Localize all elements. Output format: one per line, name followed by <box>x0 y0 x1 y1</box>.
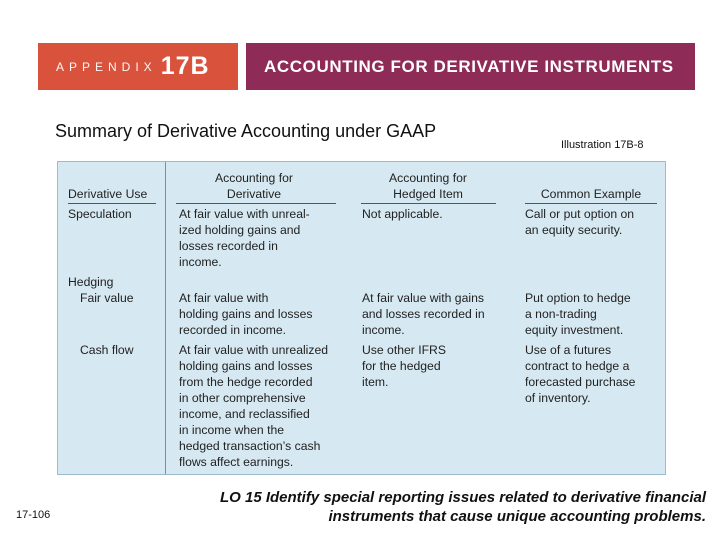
page-number: 17-106 <box>16 509 51 521</box>
header-underline <box>176 203 336 204</box>
header-underline <box>361 203 496 204</box>
row-cash-flow-hedged: Use other IFRS for the hedged item. <box>362 343 446 389</box>
appendix-banner <box>38 43 238 90</box>
row-speculation-hedged: Not applicable. <box>362 207 443 221</box>
header-underline <box>525 203 657 204</box>
hedging-label: Hedging <box>68 275 114 289</box>
row-fair-value-use: Fair value <box>80 291 134 305</box>
derivative-accounting-table <box>57 161 666 475</box>
row-cash-flow-derivative: At fair value with unrealized holding gains and losses from the hedge recorded in other comprehensive income, and reclassified in income when the hedged transaction’s cash flows affect earnings. <box>179 343 329 469</box>
column-divider <box>165 162 166 474</box>
row-speculation-use: Speculation <box>68 207 132 221</box>
header-derivative-use: Derivative Use <box>68 187 148 201</box>
header-common-example: Common Example <box>540 187 642 201</box>
row-speculation-derivative: At fair value with unreal- ized holding gains and losses recorded in income. <box>179 207 310 269</box>
row-speculation-example: Call or put option on an equity security. <box>525 207 635 237</box>
chapter-title: ACCOUNTING FOR DERIVATIVE INSTRUMENTS <box>264 56 674 76</box>
learning-objective: LO 15 Identify special reporting issues related to derivative financial instruments that cause unique accounting problems. <box>220 489 706 525</box>
appendix-number: 17B <box>160 52 210 80</box>
row-cash-flow-example: Use of a futures contract to hedge a forecasted purchase of inventory. <box>525 343 636 405</box>
illustration-label: Illustration 17B-8 <box>561 139 644 151</box>
header-underline <box>68 203 156 204</box>
row-fair-value-hedged: At fair value with gains and losses recorded in income. <box>362 291 485 337</box>
row-fair-value-example: Put option to hedge a non-trading equity investment. <box>525 291 631 337</box>
chapter-title-banner <box>246 43 695 90</box>
row-cash-flow-use: Cash flow <box>80 343 134 357</box>
header-accounting-for-derivative: Accounting for Derivative <box>215 171 293 201</box>
summary-title: Summary of Derivative Accounting under GAAP <box>55 121 437 141</box>
header-accounting-for-hedged-item: Accounting for Hedged Item <box>389 171 467 201</box>
appendix-label: APPENDIX <box>56 59 157 74</box>
row-fair-value-derivative: At fair value with holding gains and losses recorded in income. <box>179 291 313 337</box>
